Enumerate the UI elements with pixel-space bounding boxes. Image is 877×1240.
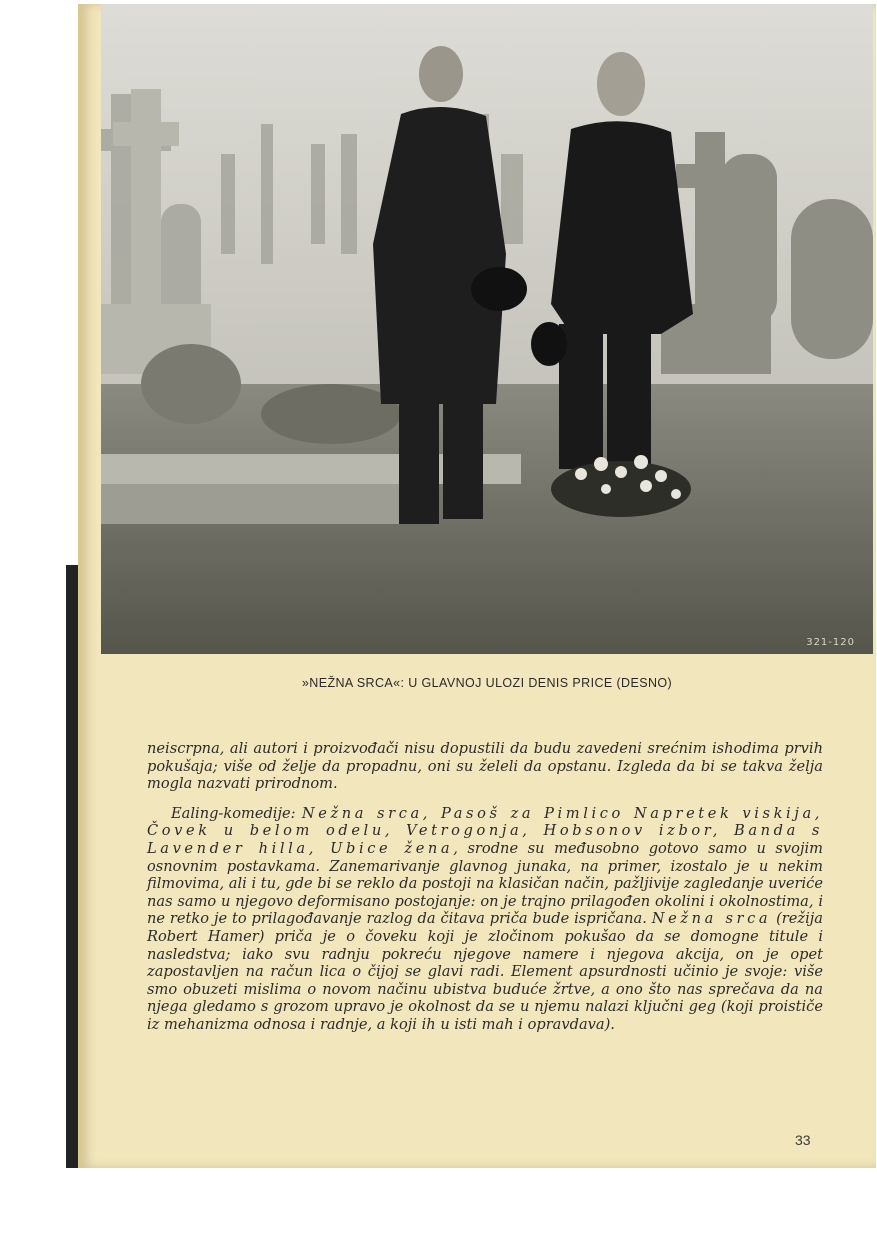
photo-caption: »NEŽNA SRCA«: U GLAVNOJ ULOZI DENIS PRICE (DESNO): [301, 676, 673, 690]
film-still-photo: [101, 4, 873, 654]
paragraph-1: neiscrpna, ali autori i proizvođači nisu dopustili da budu zavedeni srećnim ishodima prvih pokušaja; više od želje da propadnu, oni su želeli da opstanu. Izgleda da bi se takva želja mogla nazvati prirodnom.: [147, 740, 823, 793]
article-body: [147, 740, 823, 1034]
paragraph-2-end: (režija Robert Hamer) priča je o čoveku koji je zločinom pokušao da se domogne titule i nasledstva; iako svu radnju pokreću njegove namere i njegova akcija, on je opet zapostavljen na račun lica o čijoj se glavi radi. Element apsurdnosti učinio je svoje: više smo obuzeti mislima o novom načinu ubistva buduće žrtve, a ono što nas sprečava da na njega gledamo s grozom upravo je okolnost da se u njemu nalazi ključni geg (koji proističe iz mehanizma odnosa i radnje, a koji ih u isti mah i opravdava).: [147, 910, 823, 1033]
paragraph-2-text: , srodne su međusobno gotovo samo u svojim osnovnim postavkama. Zanemarivanje glavnog junaka, na primer, izostalo je u nekim filmovima, ali i tu, gde bi se reklo da postoji na klasičan način, pažljivije zagledanje uveriće nas samo u njegovo deformisano postojanje: on je trajno prilagođen okolini i okolnostima, i ne retko je to prilagođavanje razlog da čitava priča bude ispričana.: [147, 839, 823, 928]
cemetery-scene-illustration: [101, 4, 873, 654]
photo-archive-code: 321-120: [806, 637, 855, 648]
film-title-nezna-srca: Nežna srca: [651, 910, 772, 928]
paragraph-2: [147, 805, 823, 1034]
film-titles-list: Nežna srca, Pasoš za Pimlico Napretek viskija, Čovek u belom odelu, Vetrogonja, Hobsonov izbor, Banda s Lavender hilla, Ubice žena: [147, 804, 823, 857]
paragraph-2-lead: Ealing-komedije:: [171, 804, 302, 822]
page-number: 33: [795, 1132, 811, 1148]
